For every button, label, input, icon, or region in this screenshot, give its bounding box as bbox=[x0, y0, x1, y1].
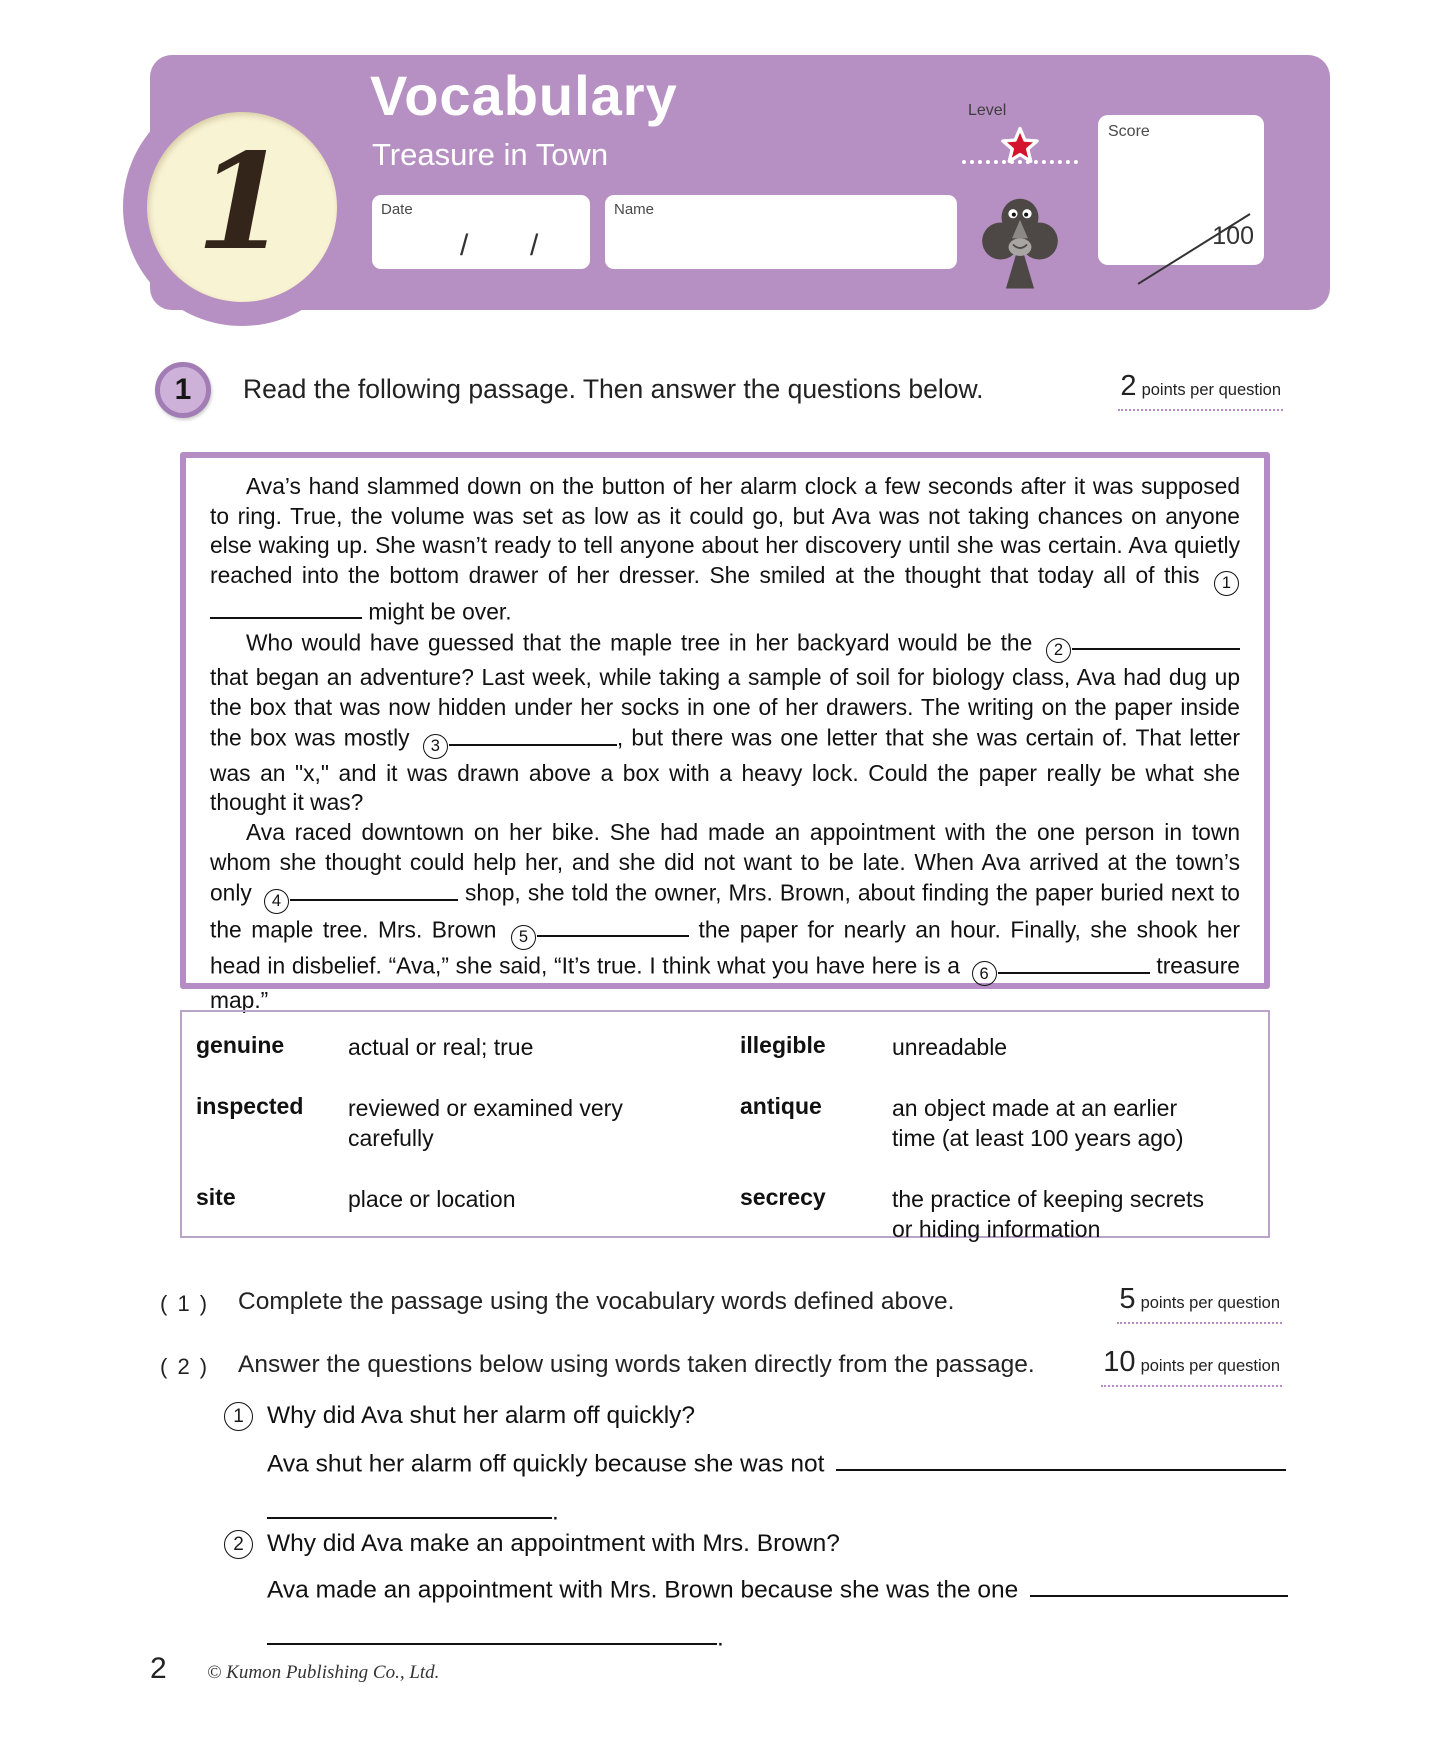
question-1-instruction: Read the following passage. Then answer the questions below. bbox=[243, 374, 984, 404]
part-2-row bbox=[160, 1346, 1282, 1404]
points-value: 5 bbox=[1119, 1283, 1136, 1315]
vocab-term: illegible bbox=[740, 1032, 826, 1058]
score-field[interactable] bbox=[1098, 115, 1264, 265]
subquestion-1-answer-line-1 bbox=[267, 1446, 1289, 1486]
vocab-definition: the practice of keeping secrets or hiding information bbox=[892, 1186, 1204, 1242]
vocab-definition: actual or real; true bbox=[348, 1034, 534, 1060]
vocab-definition: unreadable bbox=[892, 1034, 1008, 1060]
part-1-row bbox=[160, 1283, 1282, 1341]
question-1-row bbox=[155, 362, 1283, 426]
vocab-term: inspected bbox=[196, 1093, 304, 1119]
level-label: Level bbox=[968, 102, 1007, 119]
question-1-badge bbox=[155, 362, 211, 418]
subquestion-2-text: Why did Ava make an appointment with Mrs. Brown? bbox=[267, 1530, 840, 1557]
points-text: points per question bbox=[1140, 1357, 1280, 1375]
subquestion-1 bbox=[158, 1400, 1288, 1440]
passage-paragraph-2 bbox=[210, 627, 1240, 818]
sentence-period: . bbox=[552, 1498, 559, 1526]
subquestion-2-answer-line-2 bbox=[267, 1620, 1289, 1660]
club-mascot-icon bbox=[976, 187, 1064, 295]
date-label: Date bbox=[381, 201, 413, 218]
date-slash: / bbox=[460, 229, 469, 262]
answer-blank[interactable] bbox=[267, 1620, 717, 1645]
worksheet-header bbox=[150, 55, 1330, 310]
circled-number-6: 6 bbox=[972, 961, 997, 986]
question-1-points bbox=[1118, 370, 1283, 411]
part-1-points bbox=[1117, 1283, 1282, 1324]
date-field[interactable] bbox=[372, 195, 590, 269]
page-subtitle: Treasure in Town bbox=[372, 137, 609, 172]
subquestion-1-text: Why did Ava shut her alarm off quickly? bbox=[267, 1402, 696, 1429]
passage-text: treasure map.” bbox=[210, 952, 1240, 1014]
part-1-text: Complete the passage using the vocabulary words defined above. bbox=[238, 1288, 955, 1315]
subquestion-1-number: 1 bbox=[224, 1402, 253, 1431]
passage-text: Ava raced downtown on her bike. She had made an appointment with the one person in town whom she thought could help her, and she did not want to be late. When Ava arrived at the town’s only bbox=[210, 818, 1240, 906]
copyright-notice: © Kumon Publishing Co., Ltd. bbox=[207, 1662, 440, 1683]
answer-blank[interactable] bbox=[836, 1446, 1286, 1471]
passage-paragraph-3 bbox=[210, 818, 1240, 1016]
vocab-term: site bbox=[196, 1184, 236, 1210]
date-slash: / bbox=[530, 229, 539, 262]
score-total: 100 bbox=[1212, 222, 1254, 250]
part-2-points bbox=[1101, 1346, 1282, 1387]
page-number: 2 bbox=[150, 1652, 167, 1685]
level-dotted-line bbox=[962, 160, 1078, 164]
unit-number-badge bbox=[147, 112, 337, 302]
points-text: points per question bbox=[1141, 381, 1281, 399]
subquestion-2 bbox=[158, 1528, 1288, 1568]
answer-lead: Ava shut her alarm off quickly because she was not bbox=[267, 1450, 825, 1478]
question-1-number: 1 bbox=[174, 373, 192, 406]
sentence-period: . bbox=[717, 1624, 724, 1652]
unit-number: 1 bbox=[196, 125, 288, 280]
subquestion-2-number: 2 bbox=[224, 1530, 253, 1559]
name-field[interactable] bbox=[605, 195, 957, 269]
vocab-definition: place or location bbox=[348, 1186, 516, 1212]
passage-box bbox=[180, 452, 1270, 1014]
points-value: 10 bbox=[1103, 1346, 1136, 1378]
fill-in-blank-3[interactable] bbox=[449, 722, 617, 746]
passage-text: Who would have guessed that the maple tree in her backyard would be the bbox=[246, 629, 1033, 656]
fill-in-blank-2[interactable] bbox=[1072, 627, 1240, 651]
circled-number-2: 2 bbox=[1046, 638, 1071, 663]
part-2-label: ( 2 ) bbox=[160, 1354, 210, 1379]
passage-text: that began an adventure? Last week, while taking a sample of soil for biology class, Ava had dug up the box that was now hidden under her socks in one of her drawers. The writing on the paper inside the box was mostly bbox=[210, 664, 1240, 752]
passage-text: might be over. bbox=[368, 598, 512, 625]
answer-blank[interactable] bbox=[1030, 1572, 1288, 1597]
fill-in-blank-6[interactable] bbox=[998, 950, 1150, 974]
points-text: points per question bbox=[1140, 1294, 1280, 1312]
answer-blank[interactable] bbox=[267, 1494, 552, 1519]
vocab-term: secrecy bbox=[740, 1184, 826, 1210]
page-title: Vocabulary bbox=[370, 64, 678, 127]
circled-number-1: 1 bbox=[1214, 571, 1239, 596]
vocab-definition: an object made at an earlier time (at least 100 years ago) bbox=[892, 1095, 1184, 1151]
circled-number-3: 3 bbox=[423, 734, 448, 759]
part-1-label: ( 1 ) bbox=[160, 1291, 210, 1316]
fill-in-blank-4[interactable] bbox=[290, 877, 458, 901]
part-2-text: Answer the questions below using words taken directly from the passage. bbox=[238, 1351, 1035, 1378]
passage-text: the paper for nearly an hour. Finally, she shook her head in disbelief. “Ava,” she said, “It’s true. I think what you have here is a bbox=[210, 916, 1240, 979]
score-label: Score bbox=[1108, 123, 1150, 140]
passage-text: , but there was one letter that she was certain of. That letter was an "x," and it was drawn above a box with a heavy lock. Could the paper really be what she thought it was? bbox=[210, 725, 1240, 816]
answer-lead: Ava made an appointment with Mrs. Brown because she was the one bbox=[267, 1576, 1019, 1604]
passage-paragraph-1 bbox=[210, 472, 1240, 627]
passage-text: Ava’s hand slammed down on the button of her alarm clock a few seconds after it was supposed to ring. True, the volume was set as low as it could go, but Ava was not taking chances on anyone else waking up. She wasn’t ready to tell anyone about her discovery until she was certain. Ava quietly reached into the bottom drawer of her dresser. She smiled at the thought that today all of this bbox=[210, 473, 1240, 588]
vocabulary-box bbox=[180, 1010, 1270, 1242]
subquestion-2-answer-line-1 bbox=[267, 1572, 1289, 1612]
fill-in-blank-1[interactable] bbox=[210, 596, 362, 620]
name-label: Name bbox=[614, 201, 655, 218]
points-value: 2 bbox=[1120, 370, 1137, 402]
vocab-definition: reviewed or examined very carefully bbox=[348, 1095, 623, 1151]
vocab-term: antique bbox=[740, 1093, 822, 1119]
circled-number-5: 5 bbox=[511, 925, 536, 950]
vocab-term: genuine bbox=[196, 1032, 285, 1058]
passage-text: shop, she told the owner, Mrs. Brown, about finding the paper buried next to the maple tree. Mrs. Brown bbox=[210, 879, 1240, 943]
fill-in-blank-5[interactable] bbox=[537, 914, 689, 938]
circled-number-4: 4 bbox=[264, 889, 289, 914]
